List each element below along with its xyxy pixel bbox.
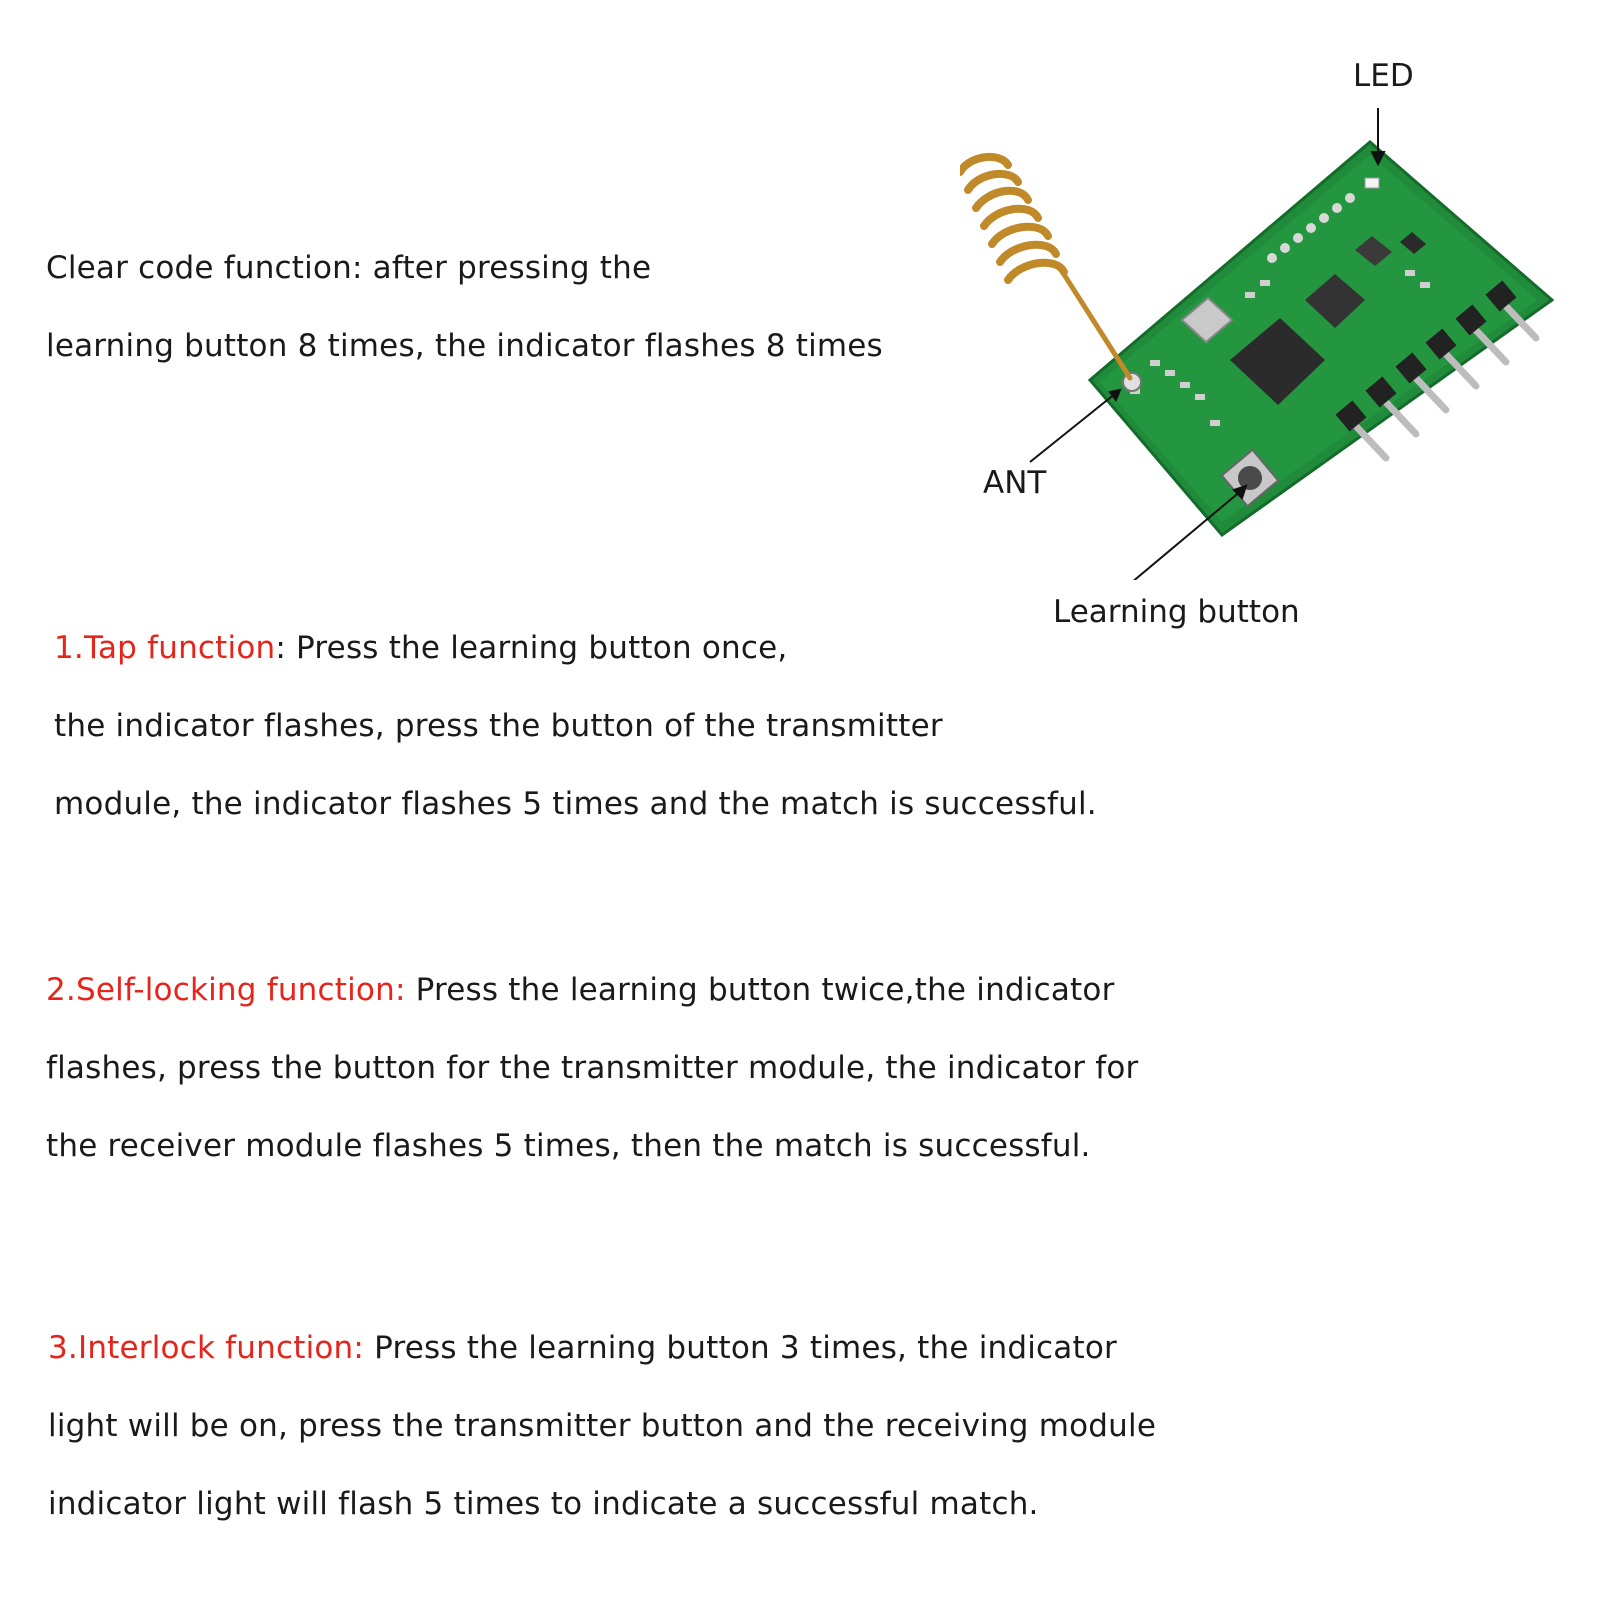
tap-function-line-2: the indicator flashes, press the button of the transmitter bbox=[54, 708, 943, 744]
self-locking-heading: 2.Self-locking function: bbox=[46, 972, 406, 1008]
ant-label: ANT bbox=[983, 465, 1047, 501]
clear-code-line-2: learning button 8 times, the indicator flashes 8 times bbox=[46, 328, 883, 364]
interlock-line-2: light will be on, press the transmitter button and the receiving module bbox=[48, 1408, 1157, 1444]
spring-antenna bbox=[960, 157, 1130, 378]
led-label: LED bbox=[1353, 58, 1414, 94]
interlock-line-3: indicator light will flash 5 times to indicate a successful match. bbox=[48, 1486, 1039, 1522]
self-locking-line-3: the receiver module flashes 5 times, then the match is successful. bbox=[46, 1128, 1091, 1164]
tap-function-line-3: module, the indicator flashes 5 times and the match is successful. bbox=[54, 786, 1097, 822]
interlock-text: Press the learning button 3 times, the indicator bbox=[364, 1330, 1117, 1366]
self-locking-text: Press the learning button twice,the indicator bbox=[405, 972, 1115, 1008]
tap-function-line-1 bbox=[54, 630, 787, 666]
learning-button-label: Learning button bbox=[1053, 594, 1300, 630]
self-locking-line-2: flashes, press the button for the transmitter module, the indicator for bbox=[46, 1050, 1139, 1086]
tap-function-heading: 1.Tap function bbox=[54, 630, 276, 666]
interlock-line-1 bbox=[48, 1330, 1117, 1366]
interlock-heading: 3.Interlock function: bbox=[48, 1330, 365, 1366]
tap-function-text: : Press the learning button once, bbox=[275, 630, 788, 666]
clear-code-line-1: Clear code function: after pressing the bbox=[46, 250, 652, 286]
self-locking-line-1 bbox=[46, 972, 1115, 1008]
receiver-module-illustration bbox=[960, 60, 1560, 580]
